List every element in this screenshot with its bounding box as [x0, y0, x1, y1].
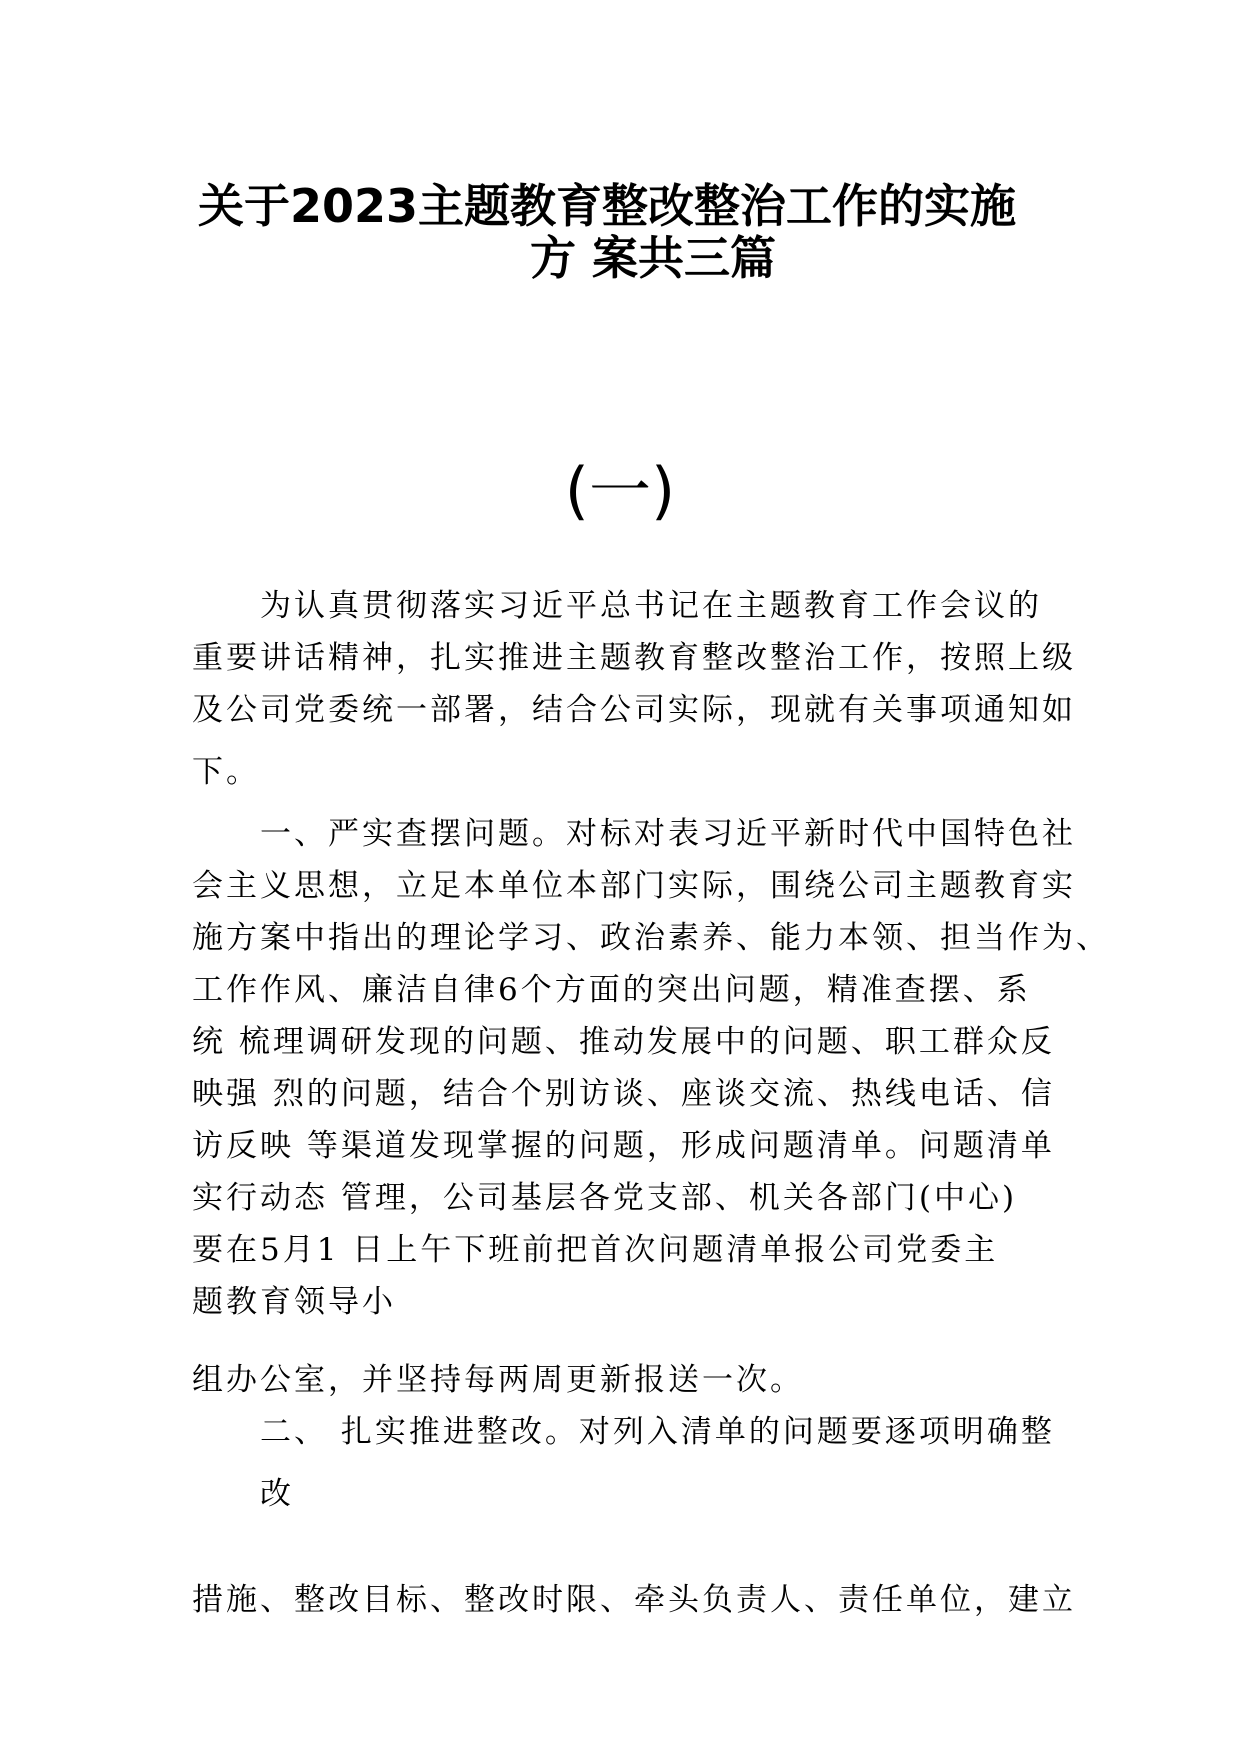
body-line: 映强 烈的问题，结合个别访谈、座谈交流、热线电话、信 — [192, 1076, 1055, 1112]
body-line: 会主义思想，立足本单位本部门实际，围绕公司主题教育实 — [192, 868, 1076, 904]
body-line: 工作作风、廉洁自律6个方面的突出问题，精准查摆、系 — [192, 972, 1031, 1008]
body-line: 及公司党委统一部署，结合公司实际，现就有关事项通知如 — [192, 692, 1076, 728]
document-title-line-1: 关于2023主题教育整改整治工作的实施 — [198, 179, 1017, 233]
body-line: 重要讲话精神，扎实推进主题教育整改整治工作，按照上级 — [192, 640, 1076, 676]
body-line: 统 梳理调研发现的问题、推动发展中的问题、职工群众反 — [192, 1024, 1055, 1060]
body-line: 为认真贯彻落实习近平总书记在主题教育工作会议的 — [260, 588, 1042, 624]
document-title-line-2: 方 案共三篇 — [530, 231, 777, 285]
body-line: 一、严实查摆问题。对标对表习近平新时代中国特色社 — [260, 816, 1076, 852]
body-line: 要在5月1 日上午下班前把首次问题清单报公司党委主 — [192, 1232, 999, 1268]
section-heading: (一) — [564, 454, 676, 527]
body-line: 措施、整改目标、整改时限、牵头负责人、责任单位，建立 — [192, 1582, 1076, 1618]
body-line: 组办公室，并坚持每两周更新报送一次。 — [192, 1362, 804, 1398]
body-line: 二、 扎实推进整改。对列入清单的问题要逐项明确整 — [260, 1414, 1055, 1450]
body-line: 下。 — [192, 754, 260, 790]
body-line: 题教育领导小 — [192, 1284, 396, 1320]
body-line: 实行动态 管理，公司基层各党支部、机关各部门(中心) — [192, 1180, 1018, 1216]
body-line: 施方案中指出的理论学习、政治素养、能力本领、担当作为、 — [192, 920, 1110, 956]
body-line: 访反映 等渠道发现掌握的问题，形成问题清单。问题清单 — [192, 1128, 1055, 1164]
body-line: 改 — [260, 1476, 294, 1512]
